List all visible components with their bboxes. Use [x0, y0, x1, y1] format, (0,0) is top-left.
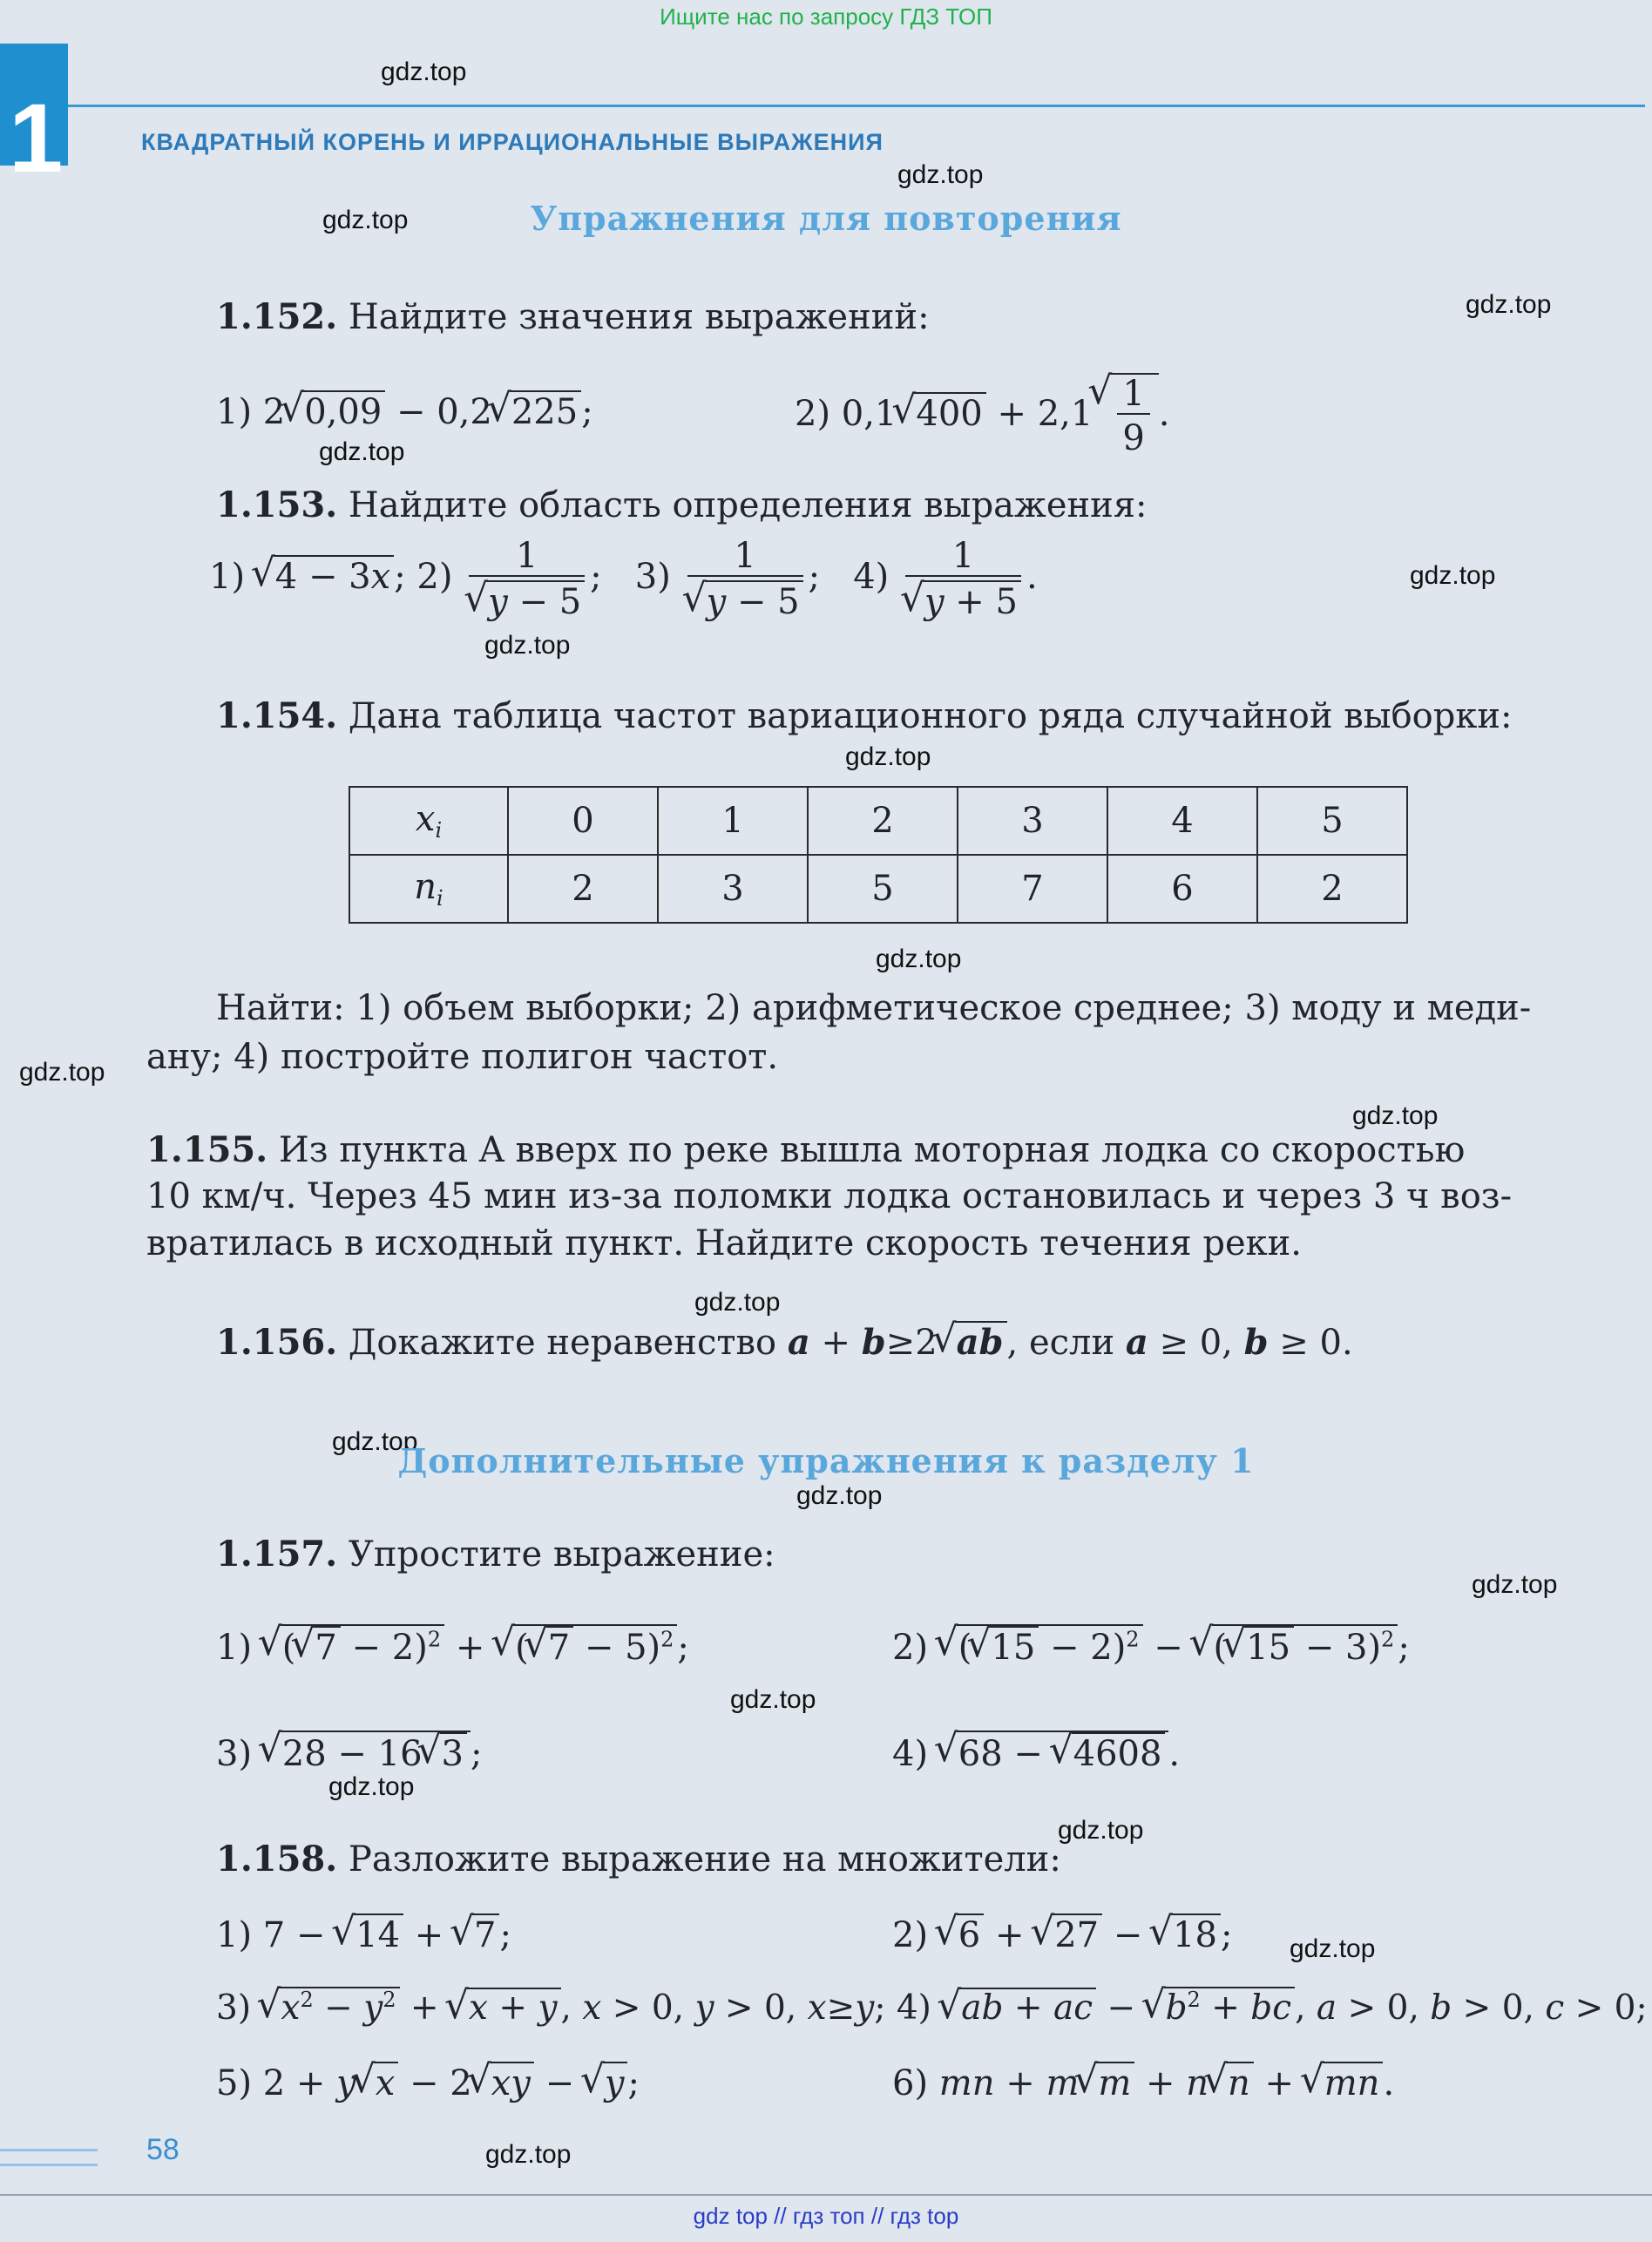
problem-1155-line2: 10 км/ч. Через 45 мин из-за поломки лодка остановилась и через 3 ч воз- [146, 1176, 1513, 1216]
table-header-x: $x_i$ [349, 787, 508, 855]
section-title-review: Упражнения для повторения [530, 199, 1122, 238]
watermark: gdz.top [897, 160, 984, 189]
watermark: gdz.top [876, 945, 962, 973]
watermark: gdz.top [332, 1427, 418, 1456]
chapter-tab [0, 44, 68, 193]
problem-text: Упростите выражение: [348, 1534, 775, 1575]
table-cell: 4 [1107, 787, 1257, 855]
watermark: gdz.top [1466, 290, 1552, 319]
problem-number: 1.158. [216, 1839, 338, 1880]
watermark: gdz.top [19, 1058, 105, 1087]
bottom-promo-link[interactable]: gdz top // гдз топ // гдз top [693, 2203, 959, 2229]
page-number: 58 [146, 2133, 179, 2166]
problem-1156: 1.156. Докажите неравенство a + b≥2√ ab , если a ≥ 0, b ≥ 0. [216, 1321, 1353, 1363]
table-cell: 5 [1257, 787, 1407, 855]
problem-1158 [216, 1839, 1061, 1880]
expr-1158-2: 2) √ 6 + √ 27 − √ 18 ; [892, 1913, 1232, 1955]
chapter-number: 1 [9, 84, 64, 193]
problem-number: 1.152. [216, 296, 338, 337]
table-cell: 1 [658, 787, 808, 855]
watermark: gdz.top [1352, 1101, 1439, 1130]
expr-1152-1: 1) 2√ 0,09 − 0,2√ 225 ; [216, 390, 593, 432]
table-cell: 2 [508, 855, 658, 923]
expr-1158-6: 6) mn + m√ m + n√ n + √ mn . [892, 2062, 1394, 2103]
watermark: gdz.top [381, 58, 467, 86]
table-cell: 0 [508, 787, 658, 855]
watermark: gdz.top [484, 631, 571, 660]
footer-rule [0, 2194, 1652, 2196]
watermark: gdz.top [1410, 561, 1496, 590]
watermark: gdz.top [796, 1481, 883, 1510]
table-cell: 7 [958, 855, 1107, 923]
expr-1158-3-4: 3) √ $x^2 - y^2$ + √ x + y , x > 0, y > 0, x≥y; 4) √ ab + ac − √ $b^2$ + bc , a > 0, b > 0, c > 0; [216, 1987, 1648, 2029]
table-cell: 2 [1257, 855, 1407, 923]
watermark: gdz.top [328, 1772, 415, 1801]
watermark: gdz.top [319, 437, 405, 466]
problem-1152 [216, 296, 930, 337]
table-cell: 3 [658, 855, 808, 923]
table-cell: 2 [808, 787, 958, 855]
header-rule [68, 105, 1645, 107]
watermark: gdz.top [1472, 1570, 1558, 1599]
table-header-n: $n_i$ [349, 855, 508, 923]
task-1154-line2: ану; 4) постройте полигон частот. [146, 1037, 779, 1077]
problem-number: 1.154. [216, 695, 338, 736]
problem-text: Дана таблица частот вариационного ряда случайной выборки: [348, 696, 1513, 736]
problem-1154 [216, 695, 1512, 736]
problem-1153 [216, 484, 1148, 525]
problem-number: 1.156. [216, 1322, 338, 1363]
top-promo-link[interactable]: Ищите нас по запросу ГДЗ ТОП [660, 3, 992, 30]
problem-text: Найдите область определения выражения: [348, 485, 1148, 525]
task-1154-line1: Найти: 1) объем выборки; 2) арифметическое среднее; 3) моду и меди- [216, 988, 1532, 1028]
problem-1155-line3: вратилась в исходный пункт. Найдите скорость течения реки. [146, 1223, 1302, 1263]
table-row [349, 855, 1407, 923]
table-row [349, 787, 1407, 855]
expr-1153: 1) √ 4 − 3x ; 2) 1 √ y − 5 ; 3) 1 √ y − 5 ; 4) 1 √ y + 5 . [209, 537, 1038, 622]
watermark: gdz.top [694, 1288, 781, 1317]
watermark: gdz.top [1058, 1816, 1144, 1845]
expr-1157-1: 1) √ (√ 7 − 2)$^2$ + √ (√ 7 − 5)$^2$ ; [216, 1624, 689, 1668]
expr-1157-3: 3) √ 28 − 16√ 3 ; [216, 1731, 482, 1774]
problem-text: Найдите значения выражений: [348, 297, 930, 337]
expr-1157-4: 4) √ 68 − √ 4608 . [892, 1731, 1180, 1774]
expr-1152-2: 2) 0,1√ 400 + 2,1 √ $\frac{1}{9}$ . [795, 373, 1169, 458]
problem-text: Докажите неравенство [348, 1323, 777, 1363]
table-cell: 6 [1107, 855, 1257, 923]
problem-number: 1.155. [146, 1129, 268, 1170]
watermark: gdz.top [730, 1685, 816, 1714]
expr-1157-2: 2) √ (√ 15 − 2)$^2$ − √ (√ 15 − 3)$^2$ ; [892, 1624, 1410, 1668]
problem-number: 1.153. [216, 484, 338, 525]
watermark: gdz.top [845, 742, 931, 771]
frequency-table [349, 786, 1408, 924]
problem-text: Из пункта A вверх по реке вышла моторная лодка со скоростью [278, 1130, 1466, 1170]
problem-1157 [216, 1534, 775, 1575]
page-number-decoration [0, 2149, 98, 2166]
watermark: gdz.top [1290, 1934, 1376, 1963]
expr-1158-5: 5) 2 + y√ x − 2√ xy − √ y ; [216, 2062, 640, 2103]
chapter-header-title: КВАДРАТНЫЙ КОРЕНЬ И ИРРАЦИОНАЛЬНЫЕ ВЫРАЖЕНИЯ [141, 129, 884, 155]
watermark: gdz.top [485, 2140, 572, 2169]
section-title-additional: Дополнительные упражнения к разделу 1 [397, 1441, 1255, 1480]
problem-number: 1.157. [216, 1534, 338, 1575]
problem-1155 [146, 1129, 1465, 1170]
watermark: gdz.top [322, 206, 409, 234]
problem-text: Разложите выражение на множители: [348, 1839, 1061, 1880]
table-cell: 3 [958, 787, 1107, 855]
expr-1158-1: 1) 7 − √ 14 + √ 7 ; [216, 1913, 511, 1955]
table-cell: 5 [808, 855, 958, 923]
